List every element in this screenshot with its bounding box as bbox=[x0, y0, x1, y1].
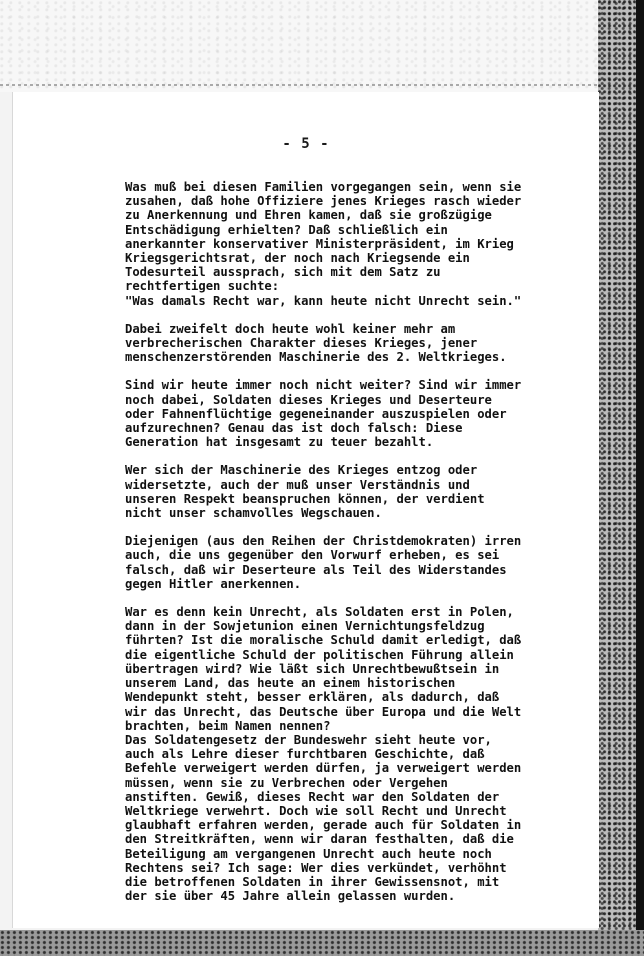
paragraph-1 bbox=[125, 180, 541, 308]
paragraph-6 bbox=[125, 605, 541, 903]
page-number: - 5 - bbox=[282, 136, 330, 152]
text-line: den Streitkräften, wenn wir daran festhalten, daß die bbox=[125, 832, 514, 847]
text-line: War es denn kein Unrecht, als Soldaten erst in Polen, bbox=[125, 605, 514, 620]
scan-right-edge bbox=[636, 0, 644, 956]
text-line: nicht unser schamvolles Wegschauen. bbox=[125, 506, 382, 521]
text-line: glaubhaft erfahren werden, gerade auch für Soldaten in bbox=[125, 818, 522, 833]
text-line: verbrecherischen Charakter dieses Krieges, jener bbox=[125, 336, 478, 351]
text-line: Das Soldatengesetz der Bundeswehr sieht heute vor, bbox=[125, 732, 492, 747]
text-line: Befehle verweigert werden dürfen, ja verweigert werden bbox=[125, 761, 522, 776]
text-line: dann in der Sowjetunion einen Vernichtungsfeldzug bbox=[125, 619, 485, 634]
text-line: führten? Ist die moralische Schuld damit erledigt, daß bbox=[125, 633, 522, 648]
text-line: Dabei zweifelt doch heute wohl keiner mehr am bbox=[125, 321, 456, 336]
text-line: zusahen, daß hohe Offiziere jenes Krieges rasch wieder bbox=[125, 194, 522, 209]
text-line: gegen Hitler anerkennen. bbox=[125, 576, 302, 591]
scan-top-margin bbox=[0, 0, 644, 92]
text-line: Entschädigung erhielten? Daß schließlich ein bbox=[125, 222, 448, 237]
text-line: unserem Land, das heute an einem historischen bbox=[125, 676, 456, 691]
text-line: zu Anerkennung und Ehren kamen, daß sie großzügige bbox=[125, 208, 492, 223]
paragraph-3 bbox=[125, 378, 541, 449]
text-line: widersetzte, auch der muß unser Verständnis und bbox=[125, 477, 470, 492]
text-line: aufzurechnen? Genau das ist doch falsch: Diese bbox=[125, 421, 463, 436]
text-line: auch als Lehre dieser furchtbaren Geschichte, daß bbox=[125, 747, 485, 762]
text-line: Beteiligung am vergangenen Unrecht auch heute noch bbox=[125, 846, 492, 861]
text-line: anerkannter konservativer Ministerpräsident, im Krieg bbox=[125, 236, 514, 251]
text-line: Wendepunkt steht, besser erklären, als dadurch, daß bbox=[125, 690, 500, 705]
text-line: unseren Respekt beanspruchen können, der verdient bbox=[125, 491, 485, 506]
text-line: müssen, wenn sie zu Verbrechen oder Vergehen bbox=[125, 775, 448, 790]
text-line: falsch, daß wir Deserteure als Teil des Widerstandes bbox=[125, 562, 507, 577]
text-line: Wer sich der Maschinerie des Krieges entzog oder bbox=[125, 463, 478, 478]
text-line: übertragen wird? Wie läßt sich Unrechtbewußtsein in bbox=[125, 661, 500, 676]
text-line: anstiften. Gewiß, dieses Recht war den Soldaten der bbox=[125, 789, 500, 804]
text-line: menschenzerstörenden Maschinerie des 2. Weltkrieges. bbox=[125, 350, 507, 365]
text-line: Diejenigen (aus den Reihen der Christdemokraten) irren bbox=[125, 534, 522, 549]
scan-bottom-margin bbox=[0, 930, 644, 956]
text-line: brachten, beim Namen nennen? bbox=[125, 718, 331, 733]
text-line: noch dabei, Soldaten dieses Krieges und Deserteure bbox=[125, 392, 492, 407]
text-line: oder Fahnenflüchtige gegeneinander auszuspielen oder bbox=[125, 406, 507, 421]
text-line: der sie über 45 Jahre allein gelassen wurden. bbox=[125, 889, 456, 904]
text-line: Weltkriege verwehrt. Doch wie soll Recht und Unrecht bbox=[125, 803, 507, 818]
scan-top-artifact-line bbox=[0, 84, 600, 86]
document-page bbox=[12, 92, 599, 928]
text-line: die betroffenen Soldaten in ihrer Gewissensnot, mit bbox=[125, 874, 500, 889]
paragraph-5 bbox=[125, 534, 541, 591]
text-line: auch, die uns gegenüber den Vorwurf erheben, es sei bbox=[125, 548, 500, 563]
text-line: Generation hat insgesamt zu teuer bezahlt. bbox=[125, 435, 434, 450]
text-line: wir das Unrecht, das Deutsche über Europa und die Welt bbox=[125, 704, 522, 719]
body-text bbox=[125, 180, 541, 917]
paragraph-2 bbox=[125, 322, 541, 365]
text-line: Todesurteil aussprach, sich mit dem Satz zu bbox=[125, 265, 441, 280]
text-line: Sind wir heute immer noch nicht weiter? Sind wir immer bbox=[125, 378, 522, 393]
text-line: "Was damals Recht war, kann heute nicht Unrecht sein." bbox=[125, 293, 522, 308]
text-line: Was muß bei diesen Familien vorgegangen sein, wenn sie bbox=[125, 180, 522, 194]
text-line: Kriegsgerichtsrat, der noch nach Kriegsende ein bbox=[125, 251, 470, 266]
paragraph-4 bbox=[125, 463, 541, 520]
text-line: die eigentliche Schuld der politischen Führung allein bbox=[125, 647, 514, 662]
text-line: Rechtens sei? Ich sage: Wer dies verkündet, verhöhnt bbox=[125, 860, 507, 875]
text-line: rechtfertigen suchte: bbox=[125, 279, 280, 294]
